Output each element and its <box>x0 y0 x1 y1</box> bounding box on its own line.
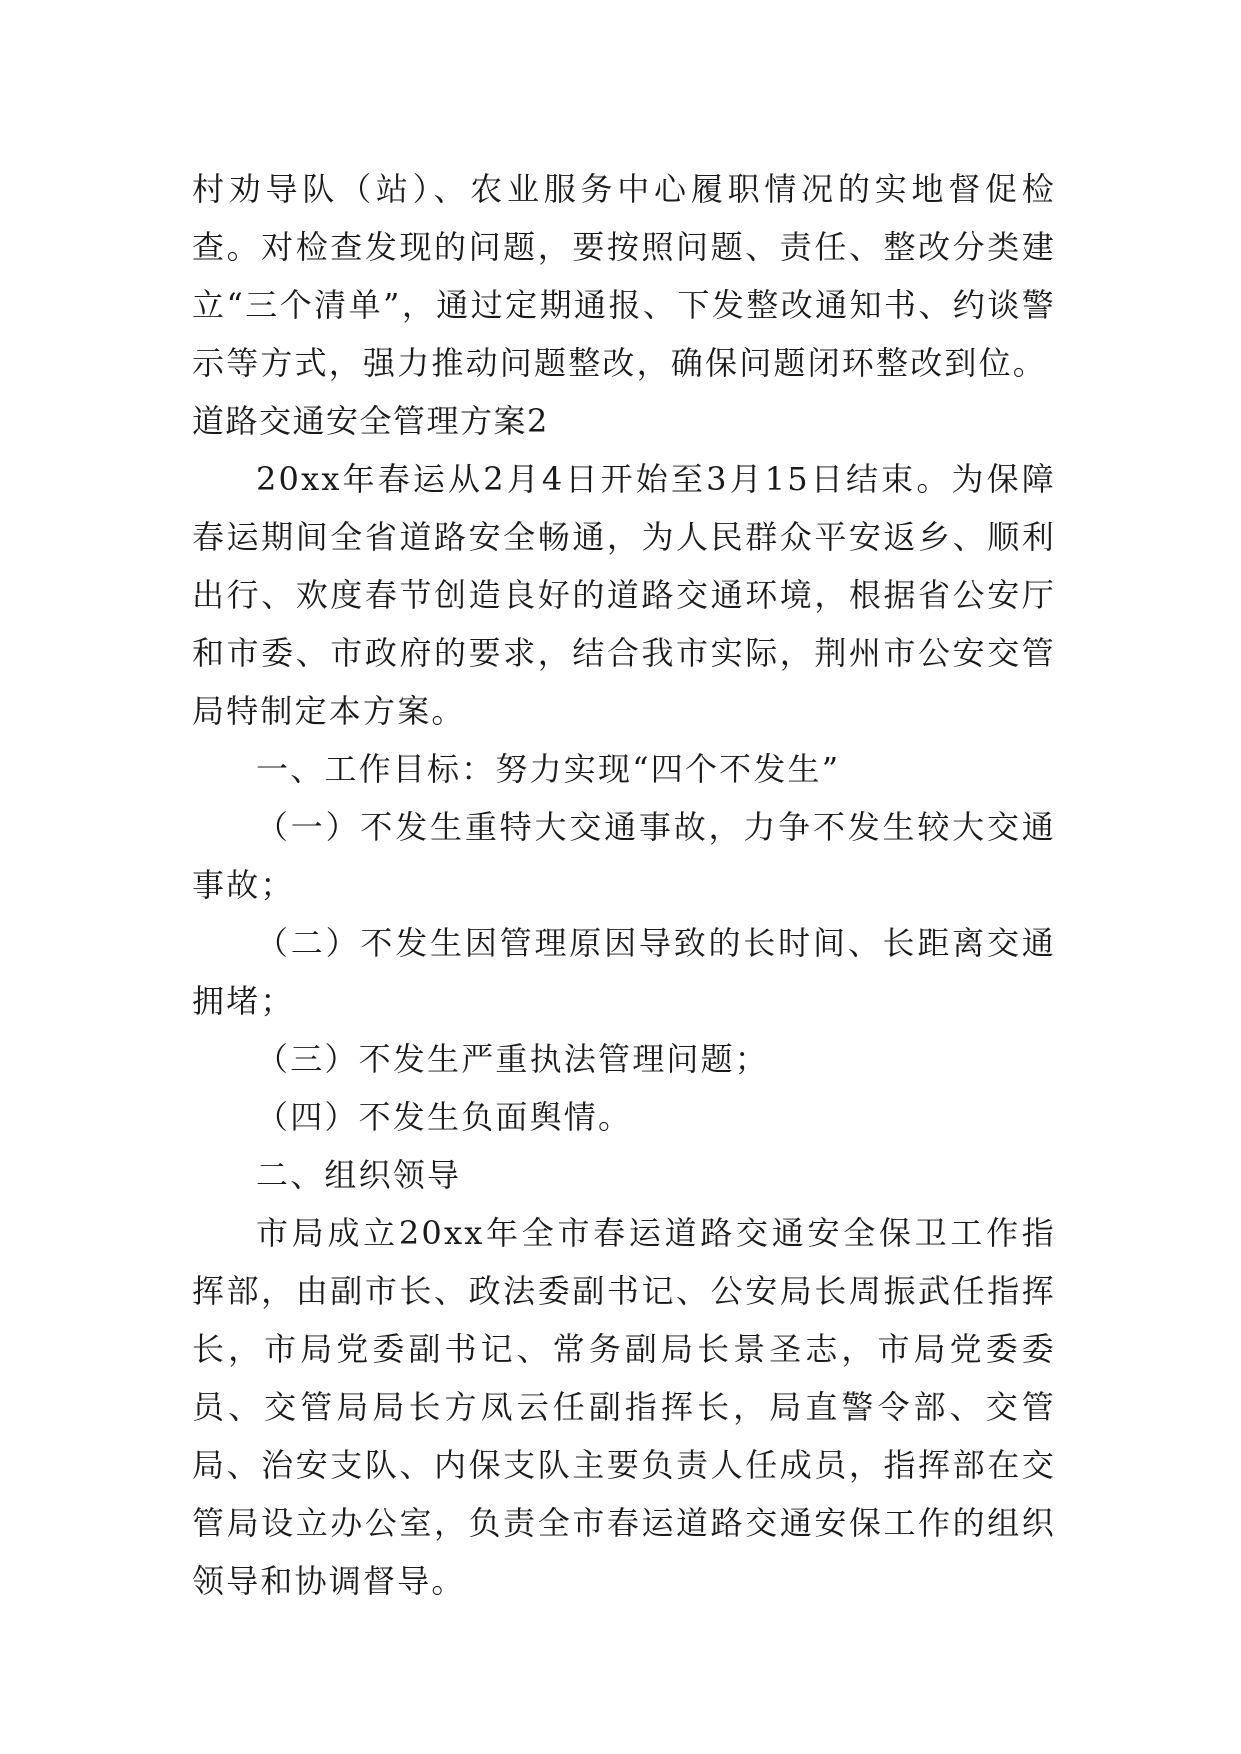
section-title: 道路交通安全管理方案2 <box>192 402 549 440</box>
goal-item-1: （一）不发生重特大交通事故，力争不发生较大交通事故； <box>192 808 1056 904</box>
organization-heading: 二、组织领导 <box>256 1156 462 1194</box>
goal-item-2: （二）不发生因管理原因导致的长时间、长距离交通拥堵； <box>192 924 1056 1020</box>
goal-item-4: （四）不发生负面舆情。 <box>256 1098 633 1136</box>
organization-paragraph: 市局成立20xx年全市春运道路交通安全保卫工作指挥部，由副市长、政法委副书记、公安局长周振武任指挥长，市局党委副书记、常务副局长景圣志，市局党委委员、交管局局长方凤云任副指挥长，局直警令部、交管局、治安支队、内保支队主要负责人任成员，指挥部在交管局设立办公室，负责全市春运道路交通安保工作的组织领导和协调督导。 <box>192 1214 1056 1600</box>
document-body <box>192 160 1056 1610</box>
paragraph-spring-transport: 20xx年春运从2月4日开始至3月15日结束。为保障春运期间全省道路安全畅通，为人民群众平安返乡、顺利出行、欢度春节创造良好的道路交通环境，根据省公安厅和市委、市政府的要求，结合我市实际，荆州市公安交管局特制定本方案。 <box>192 460 1056 730</box>
goal-item-3: （三）不发生严重执法管理问题； <box>256 1040 770 1078</box>
intro-paragraph: 村劝导队（站）、农业服务中心履职情况的实地督促检查。对检查发现的问题，要按照问题、责任、整改分类建立“三个清单”，通过定期通报、下发整改通知书、约谈警示等方式，强力推动问题整改，确保问题闭环整改到位。 <box>192 170 1056 382</box>
goal-heading: 一、工作目标：努力实现“四个不发生” <box>256 750 841 788</box>
